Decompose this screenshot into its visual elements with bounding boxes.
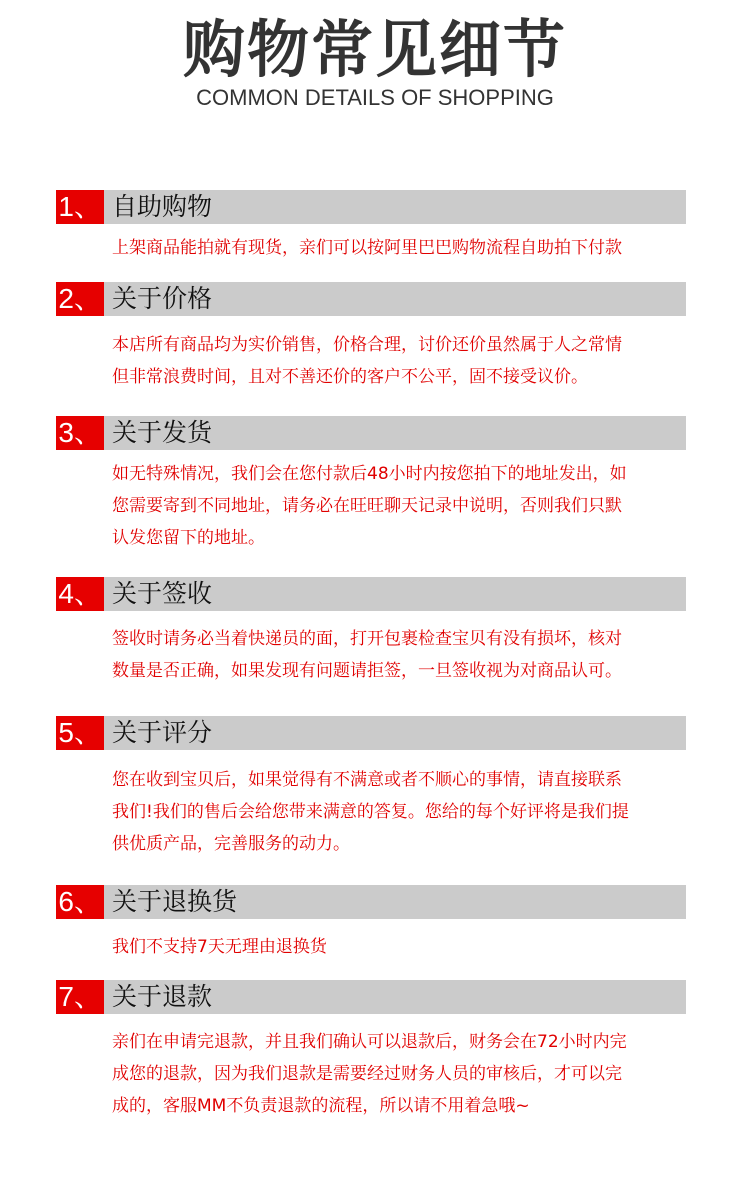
section-rating	[56, 716, 686, 860]
section-heading: 关于退款	[112, 982, 213, 1011]
section-text: 我们不支持7天无理由退换货	[112, 937, 327, 957]
section-heading: 关于签收	[112, 579, 213, 608]
section-text: 如无特殊情况，我们会在您付款后48小时内按您拍下的地址发出，如 您需要寄到不同地址，请务必在旺旺聊天记录中说明，否则我们只默 认发您留下的地址。	[112, 464, 627, 548]
section-refund	[56, 980, 686, 1122]
section-returns	[56, 885, 686, 963]
section-header-bar	[56, 577, 686, 611]
section-self-service	[56, 190, 686, 264]
section-heading: 关于评分	[112, 718, 213, 747]
section-text: 亲们在申请完退款，并且我们确认可以退款后，财务会在72小时内完 成您的退款，因为我们退款是需要经过财务人员的审核后，才可以完 成的，客服MM不负责退款的流程，所以请不用着急哦~	[112, 1032, 627, 1116]
section-shipping	[56, 416, 686, 554]
section-header-bar	[56, 282, 686, 316]
section-number: 7、	[56, 980, 104, 1014]
section-number: 6、	[56, 885, 104, 919]
section-text: 签收时请务必当着快递员的面，打开包裹检查宝贝有没有损坏，核对 数量是否正确，如果发现有问题请拒签，一旦签收视为对商品认可。	[112, 629, 622, 681]
section-heading: 关于发货	[112, 418, 213, 447]
section-header-bar	[56, 885, 686, 919]
section-number: 5、	[56, 716, 104, 750]
section-text: 本店所有商品均为实价销售，价格合理，讨价还价虽然属于人之常情 但非常浪费时间，且对不善还价的客户不公平，固不接受议价。	[112, 335, 622, 387]
section-text: 上架商品能拍就有现货，亲们可以按阿里巴巴购物流程自助拍下付款	[112, 238, 622, 258]
section-heading: 关于价格	[112, 284, 213, 313]
section-number: 2、	[56, 282, 104, 316]
section-number: 1、	[56, 190, 104, 224]
page-subtitle: COMMON DETAILS OF SHOPPING	[196, 85, 554, 110]
section-header-bar	[56, 980, 686, 1014]
section-heading: 自助购物	[112, 192, 213, 221]
section-header-bar	[56, 716, 686, 750]
section-heading: 关于退换货	[112, 887, 238, 916]
section-number: 4、	[56, 577, 104, 611]
section-header-bar	[56, 416, 686, 450]
page-title: 购物常见细节	[182, 13, 567, 86]
section-header-bar	[56, 190, 686, 224]
section-price	[56, 282, 686, 393]
section-text: 您在收到宝贝后，如果觉得有不满意或者不顺心的事情，请直接联系 我们!我们的售后会给您带来满意的答复。您给的每个好评将是我们提 供优质产品，完善服务的动力。	[112, 770, 629, 854]
section-signing	[56, 577, 686, 687]
section-number: 3、	[56, 416, 104, 450]
